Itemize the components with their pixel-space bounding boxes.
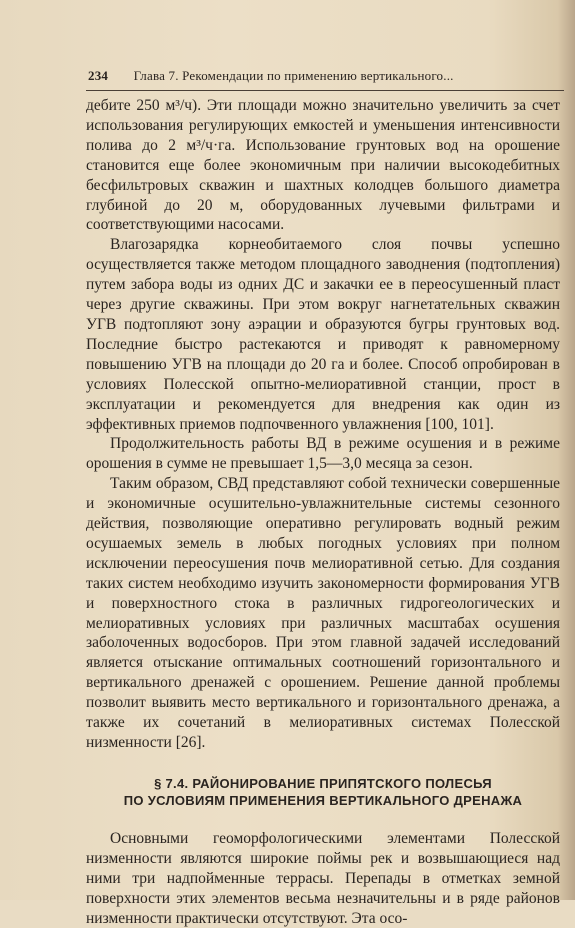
section-heading-line-2: ПО УСЛОВИЯМ ПРИМЕНЕНИЯ ВЕРТИКАЛЬНОГО ДРЕНАЖА [123, 792, 523, 808]
page-number: 234 [88, 68, 109, 83]
section-heading [86, 775, 560, 809]
section-heading-line-1: § 7.4. РАЙОНИРОВАНИЕ ПРИПЯТСКОГО ПОЛЕСЬЯ [154, 775, 492, 791]
chapter-title: Глава 7. Рекомендации по применению вертикального... [133, 68, 454, 83]
paragraph: дебите 250 м³/ч). Эти площади можно значительно увеличить за счет использования регулирующих емкостей и уменьшения интенсивности полива до 2 м³/ч·га. Использование грунтовых вод на орошение становится еще более экономичным при наличии высокодебитных бесфильтровых скважин и шахтных колодцев большого диаметра глубиной до 20 м, оборудованных лучевыми фильтрами и соответствующими насосами. [86, 97, 560, 234]
paragraph: Основными геоморфологическими элементами Полесской низменности являются широкие поймы рек и возвышающиеся над ними три надпойменные террасы. Перепады в отметках земной поверхности этих элементов весьма незначительны и в ряде районов низменности практически отсутствуют. Эта осо- [86, 829, 560, 927]
paragraph: Таким образом, СВД представляют собой технически совершенные и экономичные осушительно-увлажнительные системы сезонного действия, позволяющие оперативно регулировать водный режим осушаемых земель в любых погодных условиях при полном исключении переосушения почв мелиоративной сетью. Для создания таких систем необходимо изучить закономерности формирования УГВ и поверхностного стока в различных гидрогеологических и мелиоративных условиях при различных масштабах осушения заболоченных водосборов. При этом главной задачей исследований является отыскание оптимальных соотношений горизонтального и вертикального дренажей с орошением. Решение данной проблемы позволит выявить место вертикального и горизонтального дренажа, а также их сочетаний в мелиоративных системах Полесской низменности [26]. [86, 475, 560, 751]
header-rule [86, 90, 564, 91]
paragraph: Влагозарядка корнеобитаемого слоя почвы успешно осуществляется также методом площадного заводнения (подтопления) путем забора воды из одних ДС и закачки ее в переосушенный пласт через другие скважины. При этом вокруг нагнетательных скважин УГВ подтопляют зону аэрации и образуются бугры грунтовых вод. Последние быстро растекаются и приводят к равномерному повышению УГВ на площади до 20 га и более. Способ опробирован в условиях Полесской опытно-мелиоративной станции, прост в эксплуатации и рекомендуется для внедрения как один из эффективных приемов подпочвенного увлажнения [100, 101]. [86, 236, 560, 433]
body-text [86, 96, 560, 928]
running-head [88, 68, 558, 84]
paragraph: Продолжительность работы ВД в режиме осушения и в режиме орошения в сумме не превышает 1,5—3,0 месяца за сезон. [86, 435, 560, 473]
